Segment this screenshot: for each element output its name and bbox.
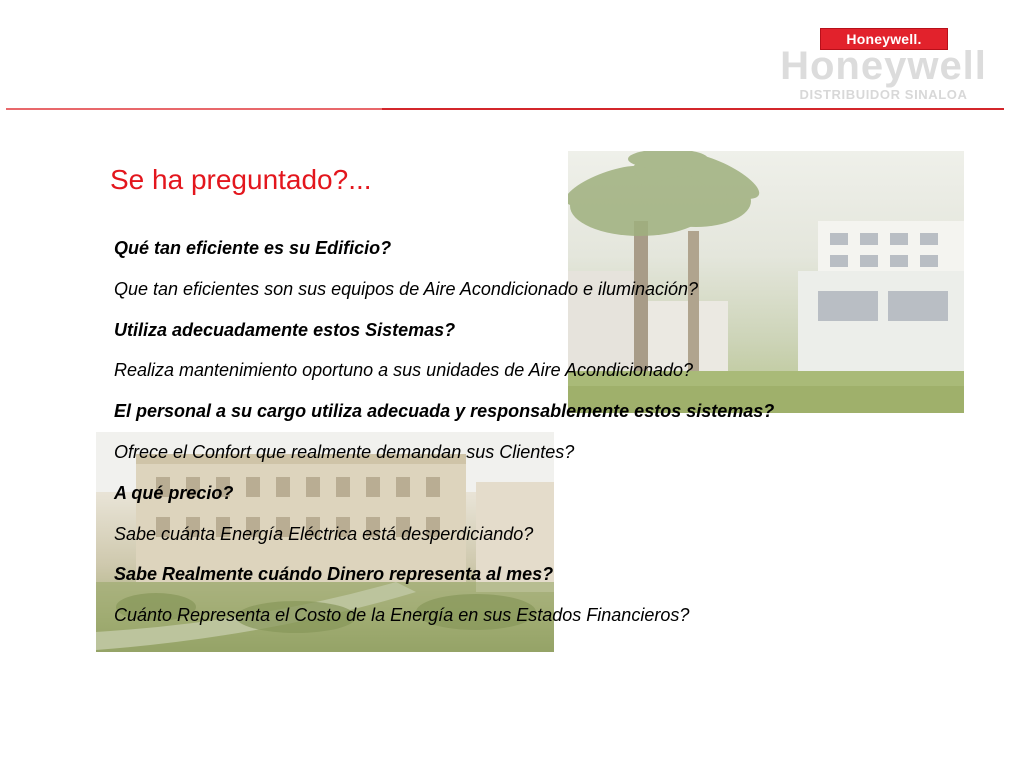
- question-item: A qué precio?: [114, 482, 234, 503]
- question-item: El personal a su cargo utiliza adecuada y responsablemente estos sistemas?: [114, 401, 775, 422]
- question-item: Utiliza adecuadamente estos Sistemas?: [114, 319, 456, 340]
- question-item: Realiza mantenimiento oportuno a sus unidades de Aire Acondicionado?: [114, 360, 694, 381]
- distributor-subtitle: DISTRIBUIDOR SINALOA: [799, 87, 968, 102]
- question-item: Que tan eficientes son sus equipos de Aire Acondicionado e iluminación?: [114, 278, 699, 299]
- honeywell-logo-badge: Honeywell.: [820, 28, 948, 50]
- honeywell-watermark-logo: Honeywell: [780, 44, 987, 88]
- question-item: Sabe Realmente cuándo Dinero representa al mes?: [114, 564, 554, 585]
- question-item: Qué tan eficiente es su Edificio?: [114, 238, 392, 258]
- question-item: Sabe cuánta Energía Eléctrica está desperdiciando?: [114, 523, 534, 544]
- question-item: Ofrece el Confort que realmente demandan sus Clientes?: [114, 441, 575, 462]
- slide-title: Se ha preguntado?...: [110, 164, 372, 195]
- question-list: [114, 237, 774, 645]
- header-divider: [6, 108, 1004, 110]
- question-item: Cuánto Representa el Costo de la Energía en sus Estados Financieros?: [114, 605, 690, 626]
